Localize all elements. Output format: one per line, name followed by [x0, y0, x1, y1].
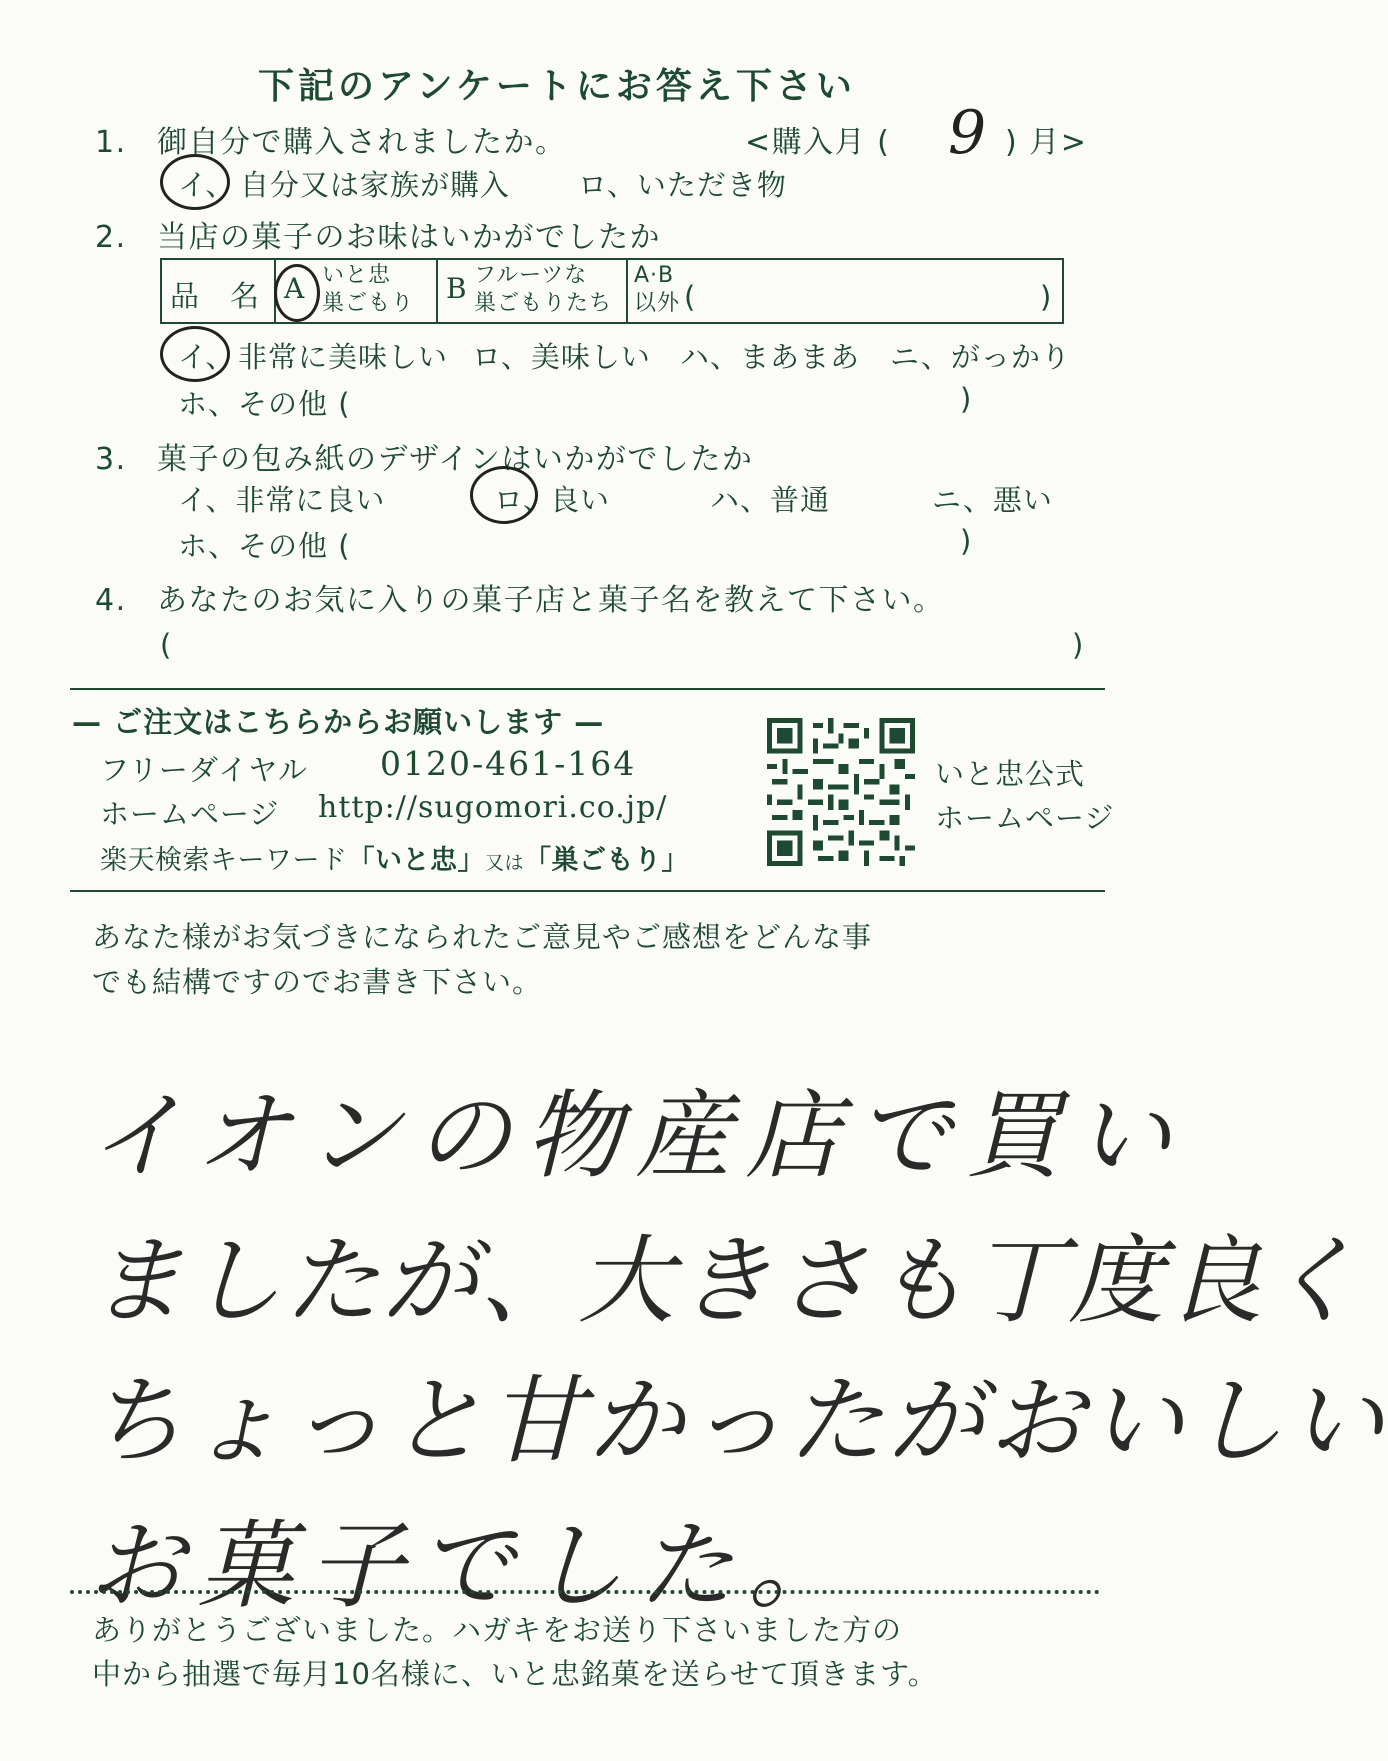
q4-number: 4.	[95, 583, 127, 618]
q2-option-i-label: 非常に美味しい	[238, 340, 449, 374]
footer-line-2: 中から抽選で毎月10名様に、いと忠銘菓を送らせて頂きます。	[92, 1657, 938, 1691]
survey-title: 下記のアンケートにお答え下さい	[258, 66, 856, 107]
q2-option-ha[interactable]: ハ、まあまあ	[680, 340, 861, 374]
product-table	[160, 258, 1064, 324]
q3-option-other[interactable]: ホ、その他 (	[178, 529, 351, 563]
section-divider-top	[70, 688, 1105, 690]
q4-close-paren: )	[1072, 628, 1085, 662]
phone-number[interactable]: 0120-461-164	[380, 744, 637, 783]
product-b-name-2: 巣ごもりたち	[474, 291, 613, 316]
q1-text: 御自分で購入されましたか。	[157, 125, 567, 160]
q3-selected-circle	[470, 466, 538, 524]
product-a-name-2: 巣ごもり	[322, 291, 415, 316]
q2-option-other[interactable]: ホ、その他 (	[178, 387, 351, 421]
product-a-name-1: いと忠	[322, 263, 392, 288]
q1-option-ro[interactable]: ロ、いただき物	[578, 168, 787, 202]
q3-option-ha[interactable]: ハ、普通	[710, 483, 831, 517]
q3-number: 3.	[95, 442, 127, 477]
product-b-cell[interactable]	[438, 260, 628, 322]
q2-option-other-close: )	[960, 382, 973, 416]
comment-prompt-2: でも結構ですのでお書き下さい。	[92, 965, 543, 999]
product-other-2: 以外	[634, 291, 681, 316]
order-heading: — ご注文はこちらからお願いします —	[72, 705, 605, 739]
footer-dotted-divider	[70, 1590, 1100, 1594]
product-b-mark: B	[446, 272, 467, 305]
q1-option-i[interactable]: イ、	[178, 168, 236, 202]
qr-caption-1: いと忠公式	[935, 757, 1086, 791]
phone-label: フリーダイヤル	[100, 753, 308, 787]
handwritten-line-4: お菓子でした。	[88, 1510, 858, 1622]
comment-prompt-1: あなた様がお気づきになられたご意見やご感想をどんな事	[92, 920, 873, 954]
rakuten-keywords	[100, 838, 689, 877]
q1-question	[95, 117, 567, 161]
product-a-selected-circle	[274, 264, 320, 322]
q2-selected-circle	[160, 326, 230, 382]
q3-option-ni[interactable]: ニ、悪い	[932, 483, 1053, 517]
product-other-1: A·B	[634, 263, 675, 288]
product-other-cell[interactable]	[628, 260, 1062, 322]
q2-question	[95, 212, 661, 256]
keyword-sugomori[interactable]: 「巣ごもり」	[524, 845, 690, 876]
q1-selected-circle	[160, 154, 230, 210]
footer-line-1: ありがとうございました。ハガキをお送り下さいました方の	[92, 1613, 903, 1647]
q4-open-paren: (	[160, 628, 173, 662]
product-b-name-1: フルーツな	[474, 263, 588, 288]
qr-caption-2: ホームページ	[935, 801, 1115, 835]
product-label: 品 名	[170, 279, 261, 313]
product-a-cell[interactable]	[276, 260, 438, 322]
handwritten-line-3: ちょっと甘かったがおいしい	[88, 1365, 1388, 1477]
q2-option-ro[interactable]: ロ、美味しい	[472, 340, 651, 374]
purchase-month-value[interactable]: 9	[948, 98, 987, 168]
q3-question	[95, 434, 753, 478]
q3-option-ro-label: 良い	[550, 483, 611, 517]
purchase-month-suffix: ) 月>	[1005, 125, 1088, 160]
q3-option-i[interactable]: イ、非常に良い	[178, 483, 386, 517]
q1-number: 1.	[95, 125, 127, 160]
q2-text: 当店の菓子のお味はいかがでしたか	[157, 220, 661, 255]
q3-option-ro[interactable]: ロ、	[494, 483, 553, 517]
q3-text: 菓子の包み紙のデザインはいかがでしたか	[157, 442, 754, 477]
product-other-open: (	[684, 280, 697, 314]
web-label: ホームページ	[100, 797, 280, 831]
rakuten-prefix: 楽天検索キーワード	[100, 845, 348, 876]
section-divider-middle	[70, 890, 1105, 892]
product-label-cell	[162, 260, 276, 322]
q3-option-other-close: )	[960, 524, 973, 558]
handwritten-line-2: ましたが、大きさも丁度良く	[88, 1225, 1362, 1337]
handwritten-line-1: イオンの物産店で買い	[88, 1080, 1186, 1192]
q1-option-i-label: 自分又は家族が購入	[240, 168, 511, 202]
qr-code[interactable]	[767, 718, 915, 866]
q2-option-ni[interactable]: ニ、がっかり	[890, 340, 1071, 374]
q2-option-i[interactable]: イ、	[178, 340, 236, 374]
q2-number: 2.	[95, 220, 127, 255]
website-url[interactable]: http://sugomori.co.jp/	[318, 790, 668, 825]
product-other-close: )	[1040, 280, 1053, 314]
keyword-itochu[interactable]: 「いと忠」	[347, 845, 485, 876]
purchase-month-prefix: <購入月 (	[745, 125, 891, 160]
q4-question	[95, 575, 945, 619]
keyword-or: 又は	[485, 852, 525, 874]
product-a-mark: A	[284, 272, 305, 305]
q4-text: あなたのお気に入りの菓子店と菓子名を教えて下さい。	[157, 583, 945, 618]
